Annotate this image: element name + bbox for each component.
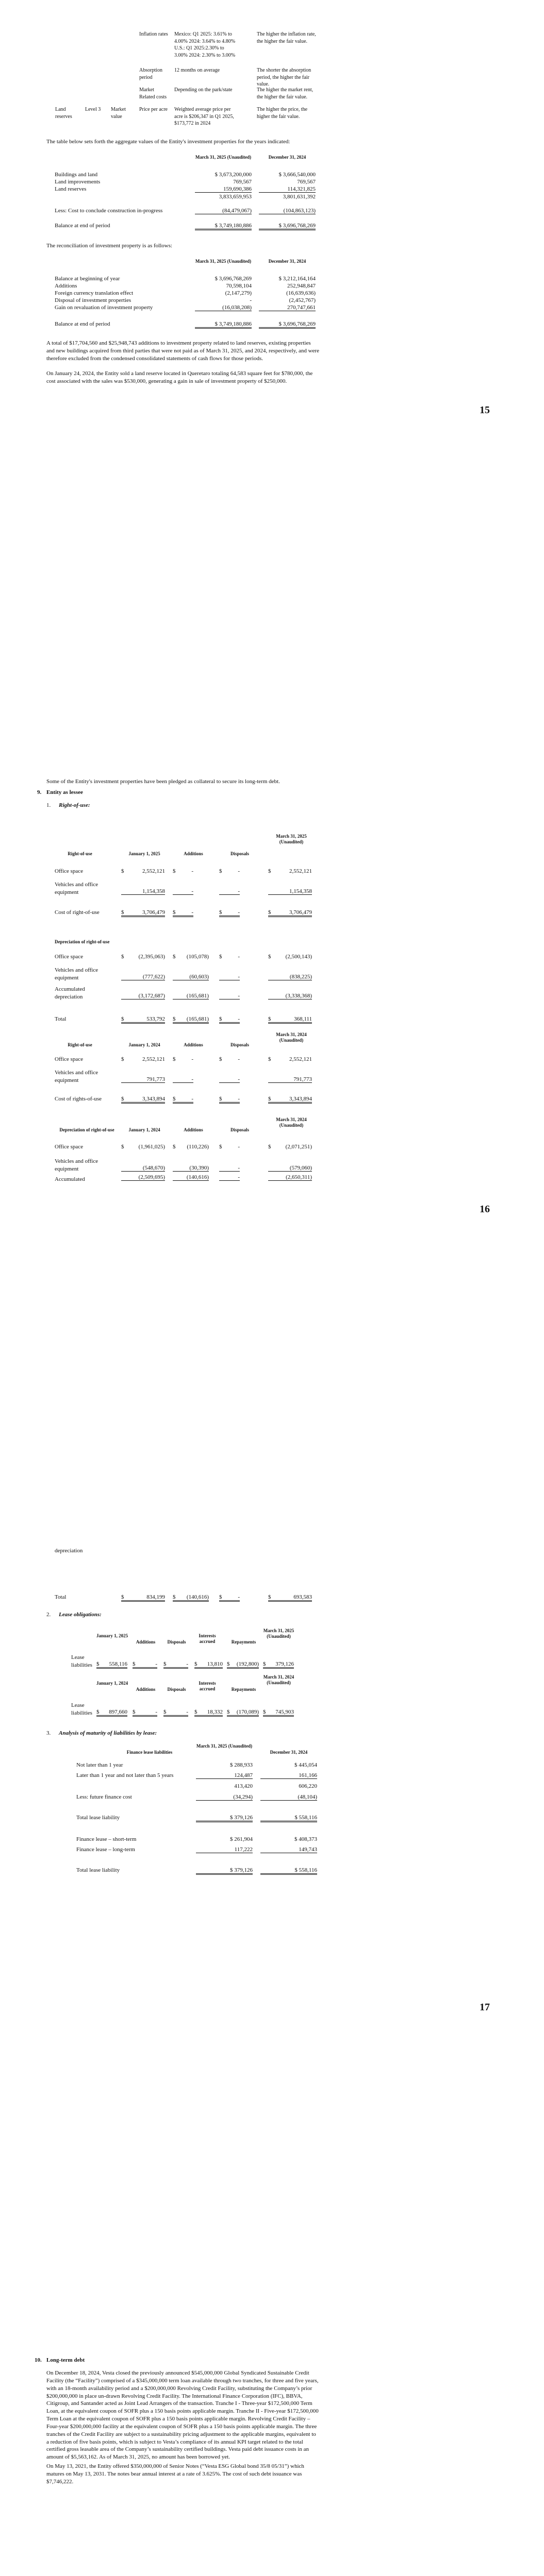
agg-subtotal-v2: 3,801,631,392 [283,194,316,200]
maturity-v2: 149,743 [260,1846,317,1853]
agg-row-label: Buildings and land [55,172,98,178]
recon-row-v2: (2,452,767) [289,297,316,303]
maturity-v1: 117,222 [196,1846,253,1853]
dep2-c2: (140,616) [173,1174,209,1181]
dep1-c4: (2,500,143) [285,954,312,960]
rou2-row-label: Cost of rights-of-use [55,1096,102,1102]
dep1-c1: 533,792 [121,1016,165,1024]
rou2-c4: 791,773 [268,1076,312,1083]
maturity-col1-header: March 31, 2025 (Unaudited) [196,1743,253,1749]
lease2-c1: 897,660 [96,1709,127,1717]
lease2-h4: Interests accrued [199,1681,216,1692]
agg-subtotal-v1: 3,833,659,953 [219,194,252,200]
lease1-c2: - [133,1661,157,1669]
subsection-title: Right-of-use: [59,802,90,808]
recon-row-v2: 252,948,847 [287,283,316,289]
lease1-c4: 13,810 [194,1661,223,1669]
lease2-c6: 745,903 [263,1709,294,1717]
rou2-h3: Disposals [230,1042,249,1047]
rou1-label-header: Right-of-use [68,851,92,856]
recon-col1-header: March 31, 2025 (Unaudited) [195,259,252,264]
lease2-h2: Additions [136,1687,156,1692]
page-number: 15 [480,404,490,416]
dep2-c3: - [238,1144,240,1150]
rou1-c1: 3,706,479 [121,909,165,917]
agg-row-v1: 159,690,386 [195,186,252,193]
recon-col2-header: December 31, 2024 [268,259,306,264]
aggregate-intro: The table below sets forth the aggregate values of the Entity's investment properties for the years indicated: [46,139,290,145]
land-sale-paragraph: On January 24, 2024, the Entity sold a land reserve located in Queretaro totaling 64,583 square feet for $780,000, the cost associated with the sales was $530,000, generating a gain in sale of investment property of $250,000. [46,370,313,384]
rou2-c3: - [219,1076,240,1083]
agg-row-v2: 114,321,825 [259,186,316,193]
rou1-c4: 3,706,479 [268,909,312,917]
section-title: Entity as lessee [46,789,83,795]
dep2-row-label: Vehicles and office equipment [55,1158,98,1172]
lease2-h1: January 1, 2024 [96,1681,128,1686]
rou2-c1: 3,343,894 [121,1096,165,1104]
dep2-c3: - [219,1174,240,1181]
rou2-c2: - [173,1096,193,1104]
dep1-row-label: Accumulated depreciation [55,986,85,1000]
dep2-c1: (1,961,025) [138,1144,165,1150]
dep2-c1: (548,670) [121,1165,165,1172]
rou1-row-label: Vehicles and office equipment [55,882,98,895]
input-value-price: Weighted average price per acre is $206,347 in Q1 2025, $173,772 in 2024 [174,107,234,126]
agg-row-v2: (104,863,123) [259,208,316,214]
recon-row-label: Additions [55,283,77,289]
maturity-v2: $ 408,373 [294,1836,317,1842]
maturity-col2-header: December 31, 2024 [270,1750,308,1755]
rou1-c1: 2,552,121 [142,868,165,874]
maturity-v2: (48,104) [260,1794,317,1801]
lease2-h3: Disposals [167,1687,186,1692]
agg-row-v1: $ 3,749,180,886 [195,223,252,230]
maturity-v2: $ 558,116 [260,1815,317,1822]
lease1-h4: Interests accrued [199,1633,216,1645]
recon-row-v2: $ 3,212,164,164 [278,276,316,282]
dep2-row-label: Accumulated [55,1176,85,1182]
pledge-paragraph: Some of the Entity's investment properties have been pledged as collateral to secure its long-term debt. [46,778,280,785]
dep1-c2: (165,681) [173,1016,209,1024]
dep2-c4: (2,071,251) [285,1144,312,1150]
total-c1: 834,199 [121,1594,165,1602]
dep1-c4: (838,225) [268,974,312,980]
lease1-h2: Additions [136,1639,156,1645]
section-number: 10. [35,2357,42,2363]
rou1-c3: - [219,909,240,917]
input-name-price: Price per acre [139,107,168,112]
input-value-market: Depending on the park/state [174,87,233,93]
dep2-cont-label: depreciation [55,1548,83,1554]
rou2-c1: 2,552,121 [142,1056,165,1062]
rou2-row-label: Vehicles and office equipment [55,1070,98,1083]
reconciliation-intro: The reconciliation of investment property is as follows: [46,243,173,249]
rou1-c4: 2,552,121 [289,868,312,874]
dep2-c4: (2,650,311) [268,1174,312,1181]
rou2-h1: January 1, 2024 [128,1042,160,1047]
dep2-h4: March 31, 2024 (Unaudited) [276,1117,307,1128]
subsection-number: 1. [46,802,51,808]
recon-row-label: Gain on revaluation of investment property [55,304,153,311]
maturity-row-label: Total lease liability [76,1815,120,1821]
input-technique-land: Market value [111,107,126,120]
maturity-v2: $ 558,116 [260,1867,317,1875]
dep1-c3: - [219,993,240,999]
rou2-c2: - [191,1056,193,1062]
rou1-c2: - [191,868,193,874]
dep1-label-header: Depreciation of right-of-use [55,939,110,944]
subsection-title: Lease obligations: [59,1612,102,1618]
lease1-c5: (192,800) [227,1661,259,1669]
recon-row-v1: $ 3,749,180,886 [195,321,252,329]
dep1-c1: (777,622) [121,974,165,980]
page-number: 17 [480,2002,490,2013]
agg-row-v2: 769,567 [297,179,316,185]
dep1-c4: (3,338,368) [268,993,312,999]
rou1-h3: Disposals [230,851,249,856]
input-value-inflation: Mexico: Q1 2025: 3.61% to 4.00% 2024: 3.64% to 4.80% U.S.: Q1 2025:2.30% to 3.00% 2024: 2.30% to 3.00% [174,31,236,58]
lease2-h5: Repayments [231,1687,256,1692]
recon-row-v1: - [250,297,252,303]
input-rel-market: The higher the market rent, the higher the fair value. [257,87,314,100]
subsection-number: 3. [46,1730,51,1736]
agg-row-label: Balance at end of period [55,223,110,229]
rou2-h4: March 31, 2024 (Unaudited) [276,1032,307,1043]
agg-row-v1: $ 3,673,200,000 [215,172,252,178]
additions-paragraph: A total of $17,704,560 and $25,948,743 additions to investment property related to land reserves, existing properties and new buildings acquired from third parties that were not paid as of March 31, 2025, and 2024, respectively, and were therefore excluded from the condensed consolidated statements of cash flows for those periods. [46,340,319,362]
lease2-c4: 18,332 [194,1709,223,1717]
input-level-land: Level 3 [85,107,101,112]
dep1-c3: - [219,974,240,980]
rou2-label-header: Right-of-use [68,1042,92,1047]
lease2-c5: (170,089) [227,1709,259,1717]
input-category-land: Land reserves [55,107,72,120]
rou1-h4: March 31, 2025 (Unaudited) [276,834,307,845]
dep2-c4: (579,060) [268,1165,312,1172]
maturity-v1: $ 288,933 [230,1762,253,1768]
maturity-label-header: Finance lease liabilities [126,1750,173,1755]
lease1-h5: Repayments [231,1639,256,1645]
input-name-inflation: Inflation rates [139,31,168,37]
dep1-c4: 368,111 [268,1016,312,1024]
recon-row-v1: (16,038,208) [195,304,252,311]
input-rel-inflation: The higher the inflation rate, the higher the fair value. [257,31,316,44]
lease2-c3: - [163,1709,188,1717]
recon-row-label: Disposal of investment properties [55,297,131,303]
maturity-v1: $ 261,904 [230,1836,253,1842]
lease1-c3: - [163,1661,188,1669]
rou2-c4: 3,343,894 [268,1096,312,1104]
maturity-row-label: Total lease liability [76,1867,120,1873]
rou2-h2: Additions [184,1042,203,1047]
agg-row-label: Land improvements [55,179,101,185]
lease1-c6: 379,126 [263,1661,294,1669]
lease2-h6: March 31, 2024 (Unaudited) [263,1674,294,1686]
maturity-row-label: Later than 1 year and not later than 5 years [76,1772,174,1778]
dep1-c1: (2,395,063) [138,954,165,960]
dep2-h2: Additions [184,1127,203,1132]
section-number: 9. [37,789,42,795]
dep1-total-label: Total [55,1016,67,1022]
maturity-subtotal-v1: 413,420 [234,1783,253,1789]
maturity-row-label: Less: future finance cost [76,1794,132,1800]
lease1-h6: March 31, 2025 (Unaudited) [263,1628,294,1639]
input-value-absorption: 12 months on average [174,67,220,73]
total-c4: 693,583 [268,1594,312,1602]
subsection-title: Analysis of maturity of liabilities by lease: [59,1730,157,1736]
recon-row-v1: $ 3,696,768,269 [215,276,252,282]
maturity-subtotal-v2: 606,220 [299,1783,317,1789]
rou1-c2: - [173,909,193,917]
maturity-v2: 161,166 [260,1772,317,1779]
maturity-v1: 124,487 [196,1772,253,1779]
page-number: 16 [480,1204,490,1215]
agg-row-label: Less: Cost to conclude construction in-progress [55,208,163,214]
agg-row-v1: 769,567 [233,179,252,185]
credit-facility-paragraph: On December 18, 2024, Vesta closed the previously announced $545,000,000 Global Syndicated Sustainable Credit Facility (the “Facility”) comprised of a $345,000,000 term loan available through two tranches, for three and five years, with an 18-month availability period and a $200,000,000 Revolving Credit Facility, substituting the Company’s prior $200,000,000 in place un-drawn Revolving Credit Facility. The International Finance Corporation (IFC), BBVA, Citigroup, and Santander acted as Joint Lead Arrangers of the transaction. Tranche I - Three-year $172,500,000 Term Loan, at the equivalent coupon of SOFR plus a 150 basis points applicable margin. Tranche II - Five-year $172,500,000 Term Loan at the equivalent coupon of SOFR plus a 150 basis points applicable margin. Revolving Credit Facility – Four-year $200,000,000 facility at the equivalent coupon of SOFR plus a 150 basis points applicable margin. The three tranches of the Credit Facility are subject to a sustainability pricing adjustment to the applicable margins, equivalent to a reduction of five basis points, which is subject to Vesta’s compliance of its annual KPI target related to the total certified gross leasable area of the Company’s sustainability certified buildings. Vesta paid debt issuance costs in an amount of $5,563,162. As of March 31, 2025, no amount has been borrowed yet. [46,2370,319,2461]
dep2-c3: - [219,1165,240,1172]
agg-col1-header: March 31, 2025 (Unaudited) [195,155,252,160]
maturity-v1: (34,294) [196,1794,253,1801]
dep1-c3: - [238,954,240,960]
dep1-row-label: Vehicles and office equipment [55,967,98,981]
recon-row-v2: 270,747,661 [259,304,316,311]
agg-row-label: Land reserves [55,186,87,192]
input-rel-absorption: The shorter the absorption period, the higher the fair value. [257,67,311,87]
lease2-label: Lease liabilities [71,1702,92,1716]
recon-row-label: Balance at beginning of year [55,276,120,282]
maturity-v2: $ 445,054 [294,1762,317,1768]
recon-row-label: Foreign currency translation effect [55,290,134,296]
input-rel-price: The higher the price, the higher the fair value. [257,107,308,120]
total-row-label: Total [55,1594,67,1600]
rou1-c3: - [238,868,240,874]
agg-col2-header: December 31, 2024 [268,155,306,160]
dep1-c1: (3,172,687) [121,993,165,999]
section-title: Long-term debt [46,2357,85,2363]
agg-row-v1: (84,479,067) [195,208,252,214]
maturity-row-label: Finance lease – long-term [76,1846,135,1853]
lease1-label: Lease liabilities [71,1654,92,1668]
recon-row-v2: $ 3,696,768,269 [259,321,316,329]
rou1-h1: January 1, 2025 [128,851,160,856]
rou2-c3: - [219,1096,240,1104]
dep2-h3: Disposals [230,1127,249,1132]
dep2-label-header: Depreciation of right-of-use [59,1127,114,1132]
dep1-c2: (105,078) [186,954,209,960]
dep2-c2: (30,390) [173,1165,209,1172]
recon-row-label: Balance at end of period [55,321,110,327]
recon-row-v1: (2,147,279) [225,290,252,296]
rou1-h2: Additions [184,851,203,856]
rou2-c3: - [238,1056,240,1062]
rou1-c3: - [219,888,240,895]
total-c3: - [219,1594,240,1602]
lease1-h3: Disposals [167,1639,186,1645]
lease1-h1: January 1, 2025 [96,1633,128,1638]
rou1-row-label: Office space [55,868,84,874]
maturity-v1: $ 379,126 [196,1867,253,1875]
dep2-c1: (2,509,695) [121,1174,165,1181]
recon-row-v2: (16,639,636) [286,290,316,296]
lease1-c1: 558,116 [96,1661,127,1669]
total-c2: (140,616) [173,1594,209,1602]
dep1-c2: (60,603) [173,974,209,980]
rou2-c2: - [173,1076,193,1083]
dep1-c2: (165,681) [173,993,209,999]
rou2-c4: 2,552,121 [289,1056,312,1062]
rou2-row-label: Office space [55,1056,84,1062]
subsection-number: 2. [46,1612,51,1618]
dep2-c2: (110,226) [187,1144,209,1150]
agg-row-v2: $ 3,666,540,000 [278,172,316,178]
dep2-h1: January 1, 2024 [128,1127,160,1132]
rou1-c4: 1,154,358 [268,888,312,895]
rou1-c2: - [173,888,193,895]
maturity-row-label: Not later than 1 year [76,1762,123,1768]
dep2-row-label: Office space [55,1144,84,1150]
recon-row-v1: 70,598,104 [226,283,252,289]
input-name-absorption: Absorption period [139,67,162,80]
maturity-row-label: Finance lease – short-term [76,1836,137,1842]
agg-row-v2: $ 3,696,768,269 [259,223,316,230]
rou1-row-label: Cost of right-of-use [55,909,100,916]
maturity-v1: $ 379,126 [196,1815,253,1822]
lease2-c2: - [133,1709,157,1717]
senior-notes-paragraph: On May 13, 2021, the Entity offered $350,000,000 of Senior Notes (“Vesta ESG Global bond 35/8 05/31”) which matures on May 13, 2031. The notes bear annual interest at a rate of 3.625%. The cost of such debt issuance was $7,746,222. [46,2463,304,2485]
dep1-row-label: Office space [55,954,84,960]
rou2-c1: 791,773 [121,1076,165,1083]
dep1-c3: - [219,1016,240,1024]
rou1-c1: 1,154,358 [121,888,165,895]
input-name-market: Market Related costs [139,87,167,100]
